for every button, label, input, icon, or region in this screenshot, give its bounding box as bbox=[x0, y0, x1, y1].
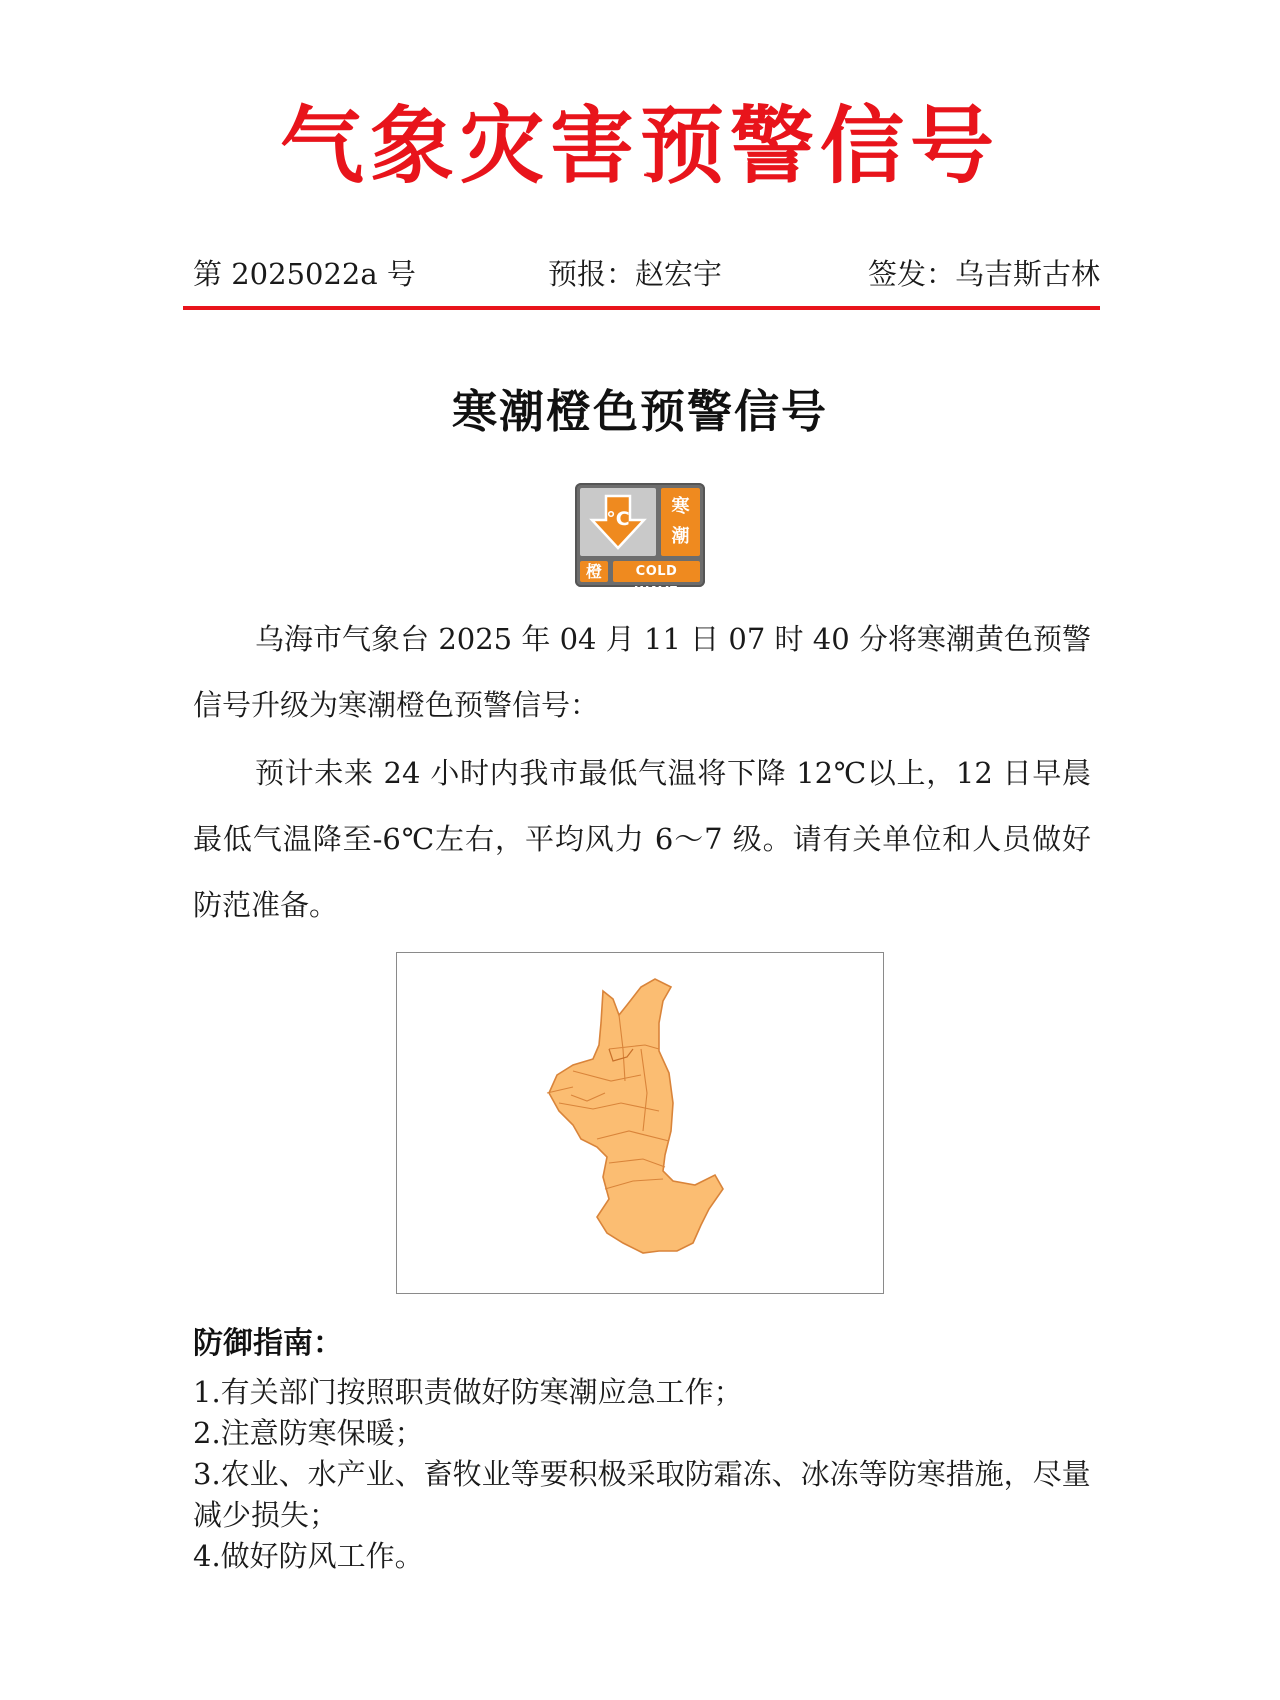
warning-title: 寒潮橙色预警信号 bbox=[451, 385, 828, 438]
meta-row bbox=[183, 252, 1100, 296]
thermometer-down-arrow-icon bbox=[580, 488, 656, 556]
forecast-paragraph: 预计未来 24 小时内我市最低气温将下降 12℃以上，12 日早晨最低气温降至-6℃左右，平均风力 6～7 级。请有关单位和人员做好防范准备。 bbox=[193, 756, 1091, 922]
header-divider bbox=[183, 306, 1100, 310]
document-header-title: 气象灾害预警信号 bbox=[279, 96, 1000, 195]
signal-type-label bbox=[661, 488, 700, 556]
signal-char-1: 寒 bbox=[671, 496, 690, 517]
region-outline bbox=[549, 979, 723, 1253]
signal-english-label: COLD WAVE bbox=[613, 561, 700, 582]
guide-item: 3.农业、水产业、畜牧业等要积极采取防霜冻、冰冻等防寒措施，尽量减少损失； bbox=[193, 1457, 1091, 1532]
signal-level-label: 橙 bbox=[580, 561, 608, 582]
guide-list bbox=[193, 1372, 1093, 1577]
guide-item: 1.有关部门按照职责做好防寒潮应急工作； bbox=[193, 1375, 743, 1409]
notice-paragraph: 乌海市气象台 2025 年 04 月 11 日 07 时 40 分将寒潮黄色预警信号升级为寒潮橙色预警信号： bbox=[193, 622, 1091, 722]
guide-item: 4.做好防风工作。 bbox=[193, 1539, 424, 1573]
issuer: 签发：乌吉斯古林 bbox=[867, 257, 1100, 291]
warning-area-map bbox=[396, 952, 884, 1294]
degree-celsius-label: °C bbox=[606, 508, 630, 530]
guide-title: 防御指南： bbox=[193, 1326, 343, 1361]
document-number: 第 2025022a 号 bbox=[193, 257, 416, 291]
guide-item: 2.注意防寒保暖； bbox=[193, 1416, 424, 1450]
wuhai-region-map bbox=[397, 953, 883, 1293]
forecaster: 预报：赵宏宇 bbox=[548, 257, 723, 291]
signal-char-2: 潮 bbox=[671, 526, 690, 547]
cold-wave-orange-signal-icon bbox=[575, 483, 705, 600]
